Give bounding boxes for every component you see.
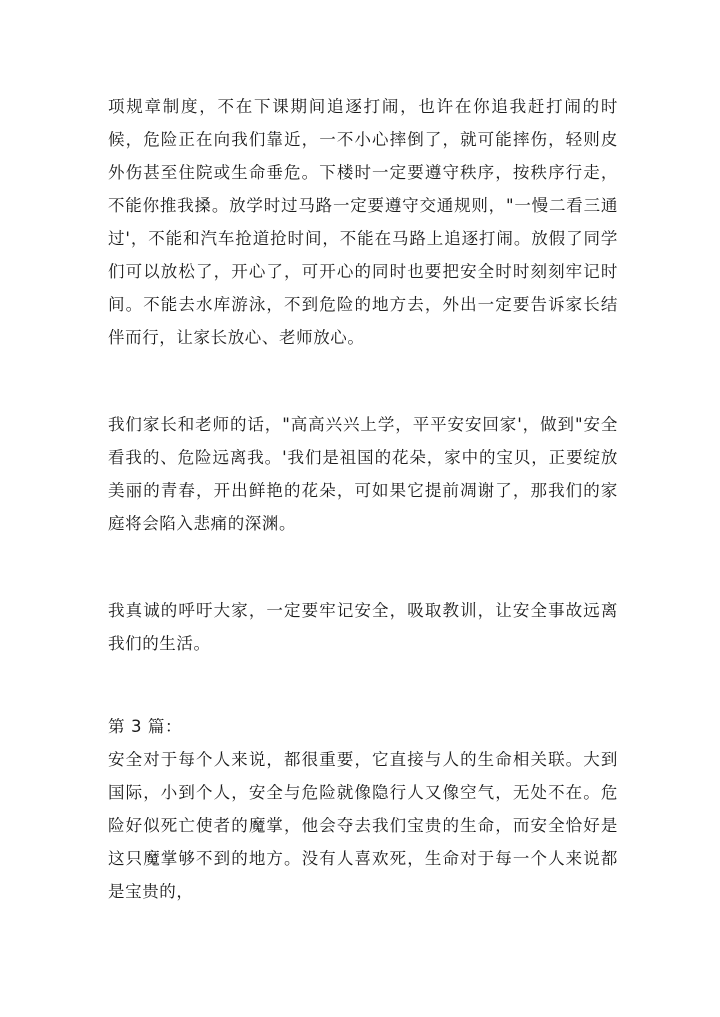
section-heading: 第 3 篇：	[108, 717, 183, 736]
paragraph-spacer	[108, 354, 618, 408]
paragraph-spacer	[108, 540, 618, 594]
paragraph-parents-teachers: 我们家长和老师的话，"高高兴兴上学，平平安安回家'，做到"安全看我的、危险远离我。'我们是祖国的花朵，家中的宝贝，正要绽放美丽的青春，开出鲜艳的花朵，可如果它提前凋谢了，那我们的家庭将会陷入悲痛的深渊。	[108, 415, 618, 533]
paragraph-section-3: 安全对于每个人来说，都很重要，它直接与人的生命相关联。大到国际，小到个人，安全与危险就像隐行人又像空气，无处不在。危险好似死亡使者的魔掌，他会夺去我们宝贵的生命，而安全恰好是这只魔掌够不到的地方。没有人喜欢死，生命对于每一个人来说都是宝贵的，	[108, 750, 618, 901]
document-body	[108, 90, 618, 908]
paragraph-spacer	[108, 660, 618, 710]
paragraph-safety-rules: 项规章制度，不在下课期间追逐打闹，也许在你追我赶打闹的时候，危险正在向我们靠近，一不小心摔倒了，就可能摔伤，轻则皮外伤甚至住院或生命垂危。下楼时一定要遵守秩序，按秩序行走，不能你推我搡。放学时过马路一定要遵守交通规则，"一慢二看三通过'，不能和汽车抢道抢时间，不能在马路上追逐打闹。放假了同学们可以放松了，开心了，可开心的同时也要把安全时时刻刻牢记时间。不能去水库游泳，不到危险的地方去，外出一定要告诉家长结伴而行，让家长放心、老师放心。	[108, 97, 618, 347]
paragraph-appeal: 我真诚的呼吁大家，一定要牢记安全，吸取教训，让安全事故远离我们的生活。	[108, 601, 618, 653]
